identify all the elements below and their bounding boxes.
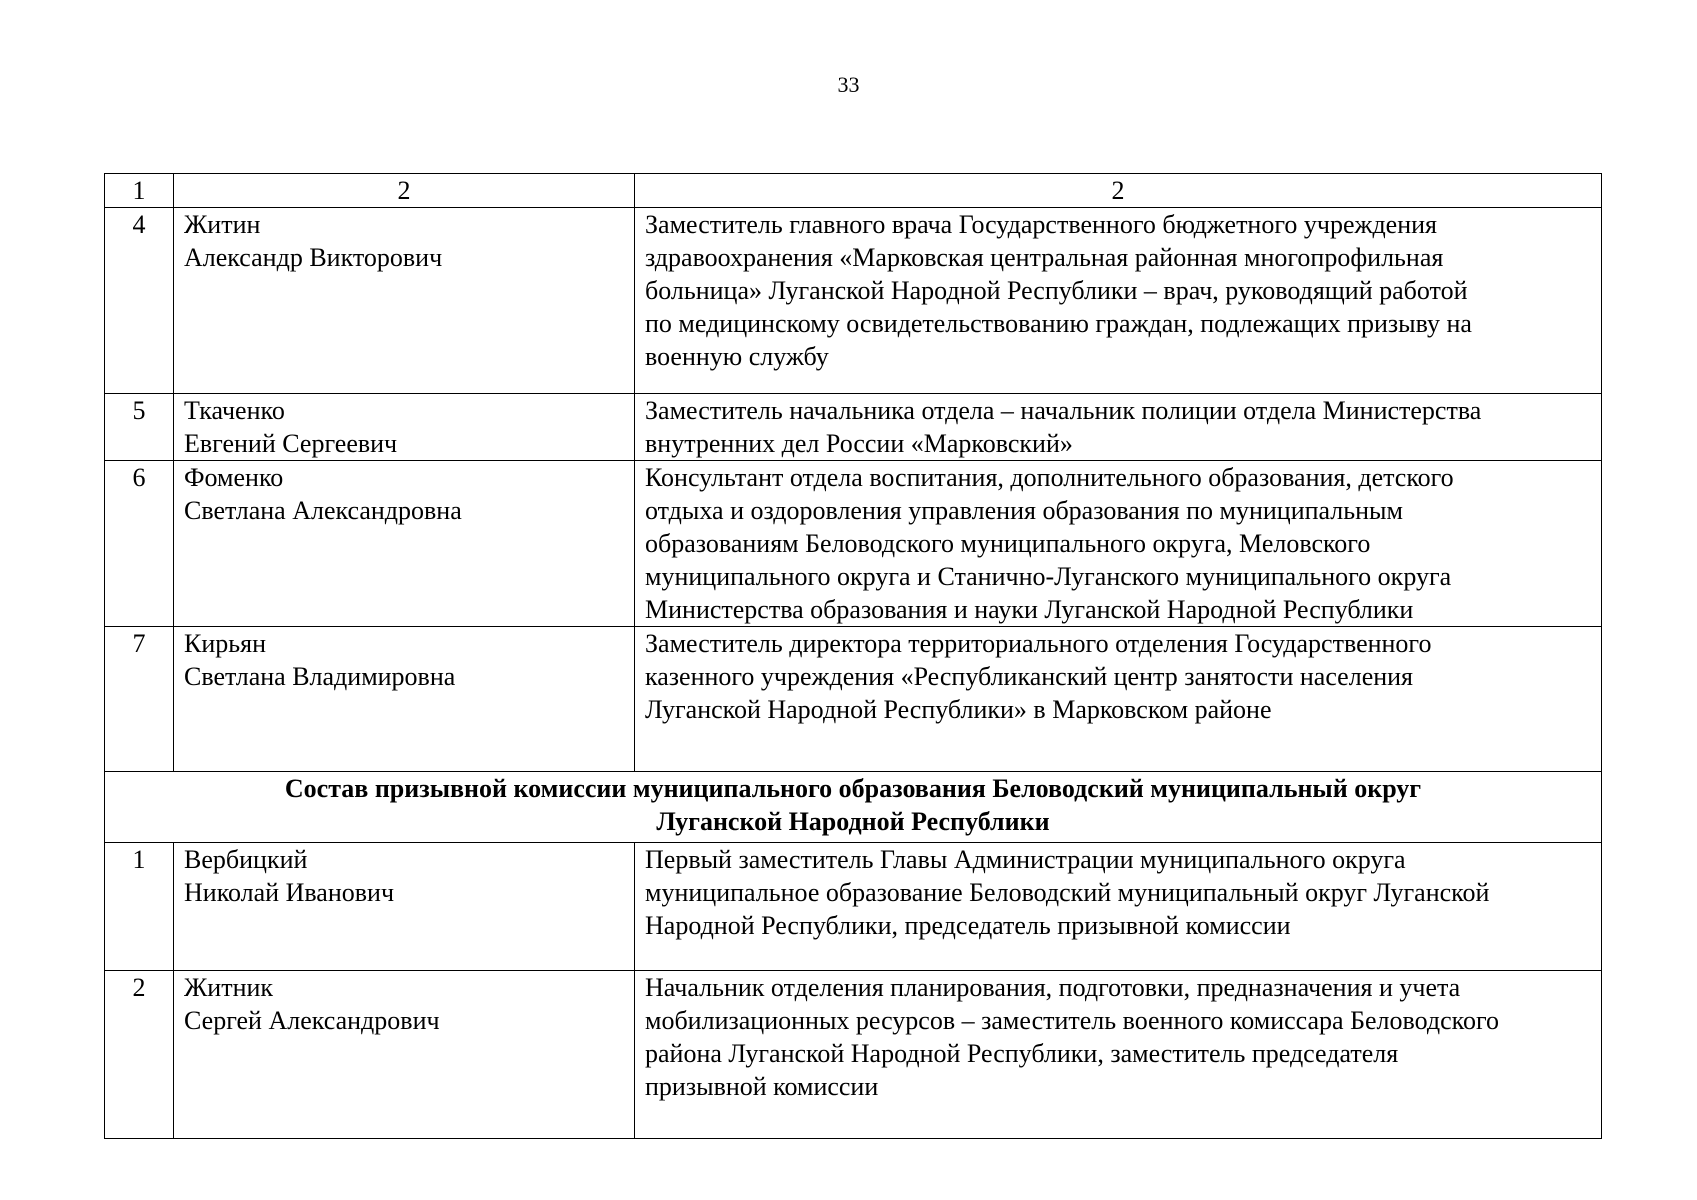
position-line: по медицинскому освидетельствованию граждан, подлежащих призыву на xyxy=(645,309,1472,338)
member-position-cell xyxy=(635,971,1602,1139)
position-line: призывной комиссии xyxy=(645,1072,879,1101)
table-row xyxy=(105,208,1602,394)
row-number: 6 xyxy=(105,461,174,627)
member-surname: Ткаченко xyxy=(184,396,285,425)
position-line: отдыха и оздоровления управления образования по муниципальным xyxy=(645,496,1403,525)
position-line: Первый заместитель Главы Администрации муниципального округа xyxy=(645,845,1406,874)
row-number: 4 xyxy=(105,208,174,394)
member-position-cell xyxy=(635,627,1602,772)
position-line: Народной Республики, председатель призывной комиссии xyxy=(645,911,1291,940)
position-line: мобилизационных ресурсов – заместитель военного комиссара Беловодского xyxy=(645,1006,1499,1035)
position-line: Министерства образования и науки Луганской Народной Республики xyxy=(645,595,1414,624)
member-name-cell xyxy=(174,843,635,971)
position-line: Заместитель главного врача Государственного бюджетного учреждения xyxy=(645,210,1437,239)
header-cell-name: 2 xyxy=(174,174,635,208)
member-name-cell xyxy=(174,971,635,1139)
table-header-row xyxy=(105,174,1602,208)
position-line: казенного учреждения «Республиканский центр занятости населения xyxy=(645,662,1414,691)
table-row xyxy=(105,971,1602,1139)
position-line: муниципальное образование Беловодский муниципальный округ Луганской xyxy=(645,878,1490,907)
member-position-cell xyxy=(635,394,1602,461)
member-name-cell xyxy=(174,394,635,461)
member-given-name: Николай Иванович xyxy=(184,878,395,907)
member-given-name: Сергей Александрович xyxy=(184,1006,440,1035)
table-row xyxy=(105,627,1602,772)
header-cell-number: 1 xyxy=(105,174,174,208)
member-position-cell xyxy=(635,208,1602,394)
member-given-name: Евгений Сергеевич xyxy=(184,429,398,458)
row-number: 5 xyxy=(105,394,174,461)
section-title-row xyxy=(105,772,1602,843)
member-position-cell xyxy=(635,461,1602,627)
table-row xyxy=(105,843,1602,971)
section-title-line: Луганской Народной Республики xyxy=(656,807,1050,836)
position-line: Заместитель начальника отдела – начальник полиции отдела Министерства xyxy=(645,396,1482,425)
position-line: здравоохранения «Марковская центральная районная многопрофильная xyxy=(645,243,1444,272)
row-number: 7 xyxy=(105,627,174,772)
header-cell-position: 2 xyxy=(635,174,1602,208)
position-line: внутренних дел России «Марковский» xyxy=(645,429,1073,458)
member-surname: Житин xyxy=(184,210,261,239)
section-title-line: Состав призывной комиссии муниципального образования Беловодский муниципальный округ xyxy=(284,774,1422,803)
row-number: 1 xyxy=(105,843,174,971)
table-row xyxy=(105,394,1602,461)
position-line: муниципального округа и Станично-Луганского муниципального округа xyxy=(645,562,1452,591)
member-given-name: Александр Викторович xyxy=(184,243,443,272)
position-line: больница» Луганской Народной Республики – врач, руководящий работой xyxy=(645,276,1468,305)
member-name-cell xyxy=(174,627,635,772)
member-name-cell xyxy=(174,461,635,627)
row-number: 2 xyxy=(105,971,174,1139)
member-surname: Кирьян xyxy=(184,629,266,658)
member-position-cell xyxy=(635,843,1602,971)
member-surname: Фоменко xyxy=(184,463,284,492)
position-line: Консультант отдела воспитания, дополнительного образования, детского xyxy=(645,463,1454,492)
member-given-name: Светлана Владимировна xyxy=(184,662,456,691)
page-number: 33 xyxy=(837,72,860,97)
position-line: военную службу xyxy=(645,342,829,371)
position-line: Заместитель директора территориального отделения Государственного xyxy=(645,629,1432,658)
position-line: Начальник отделения планирования, подготовки, предназначения и учета xyxy=(645,973,1461,1002)
member-surname: Житник xyxy=(184,973,274,1002)
position-line: образованиям Беловодского муниципального округа, Меловского xyxy=(645,529,1371,558)
position-line: Луганской Народной Республики» в Марковском районе xyxy=(645,695,1272,724)
member-surname: Вербицкий xyxy=(184,845,308,874)
section-title xyxy=(105,772,1602,843)
commission-table xyxy=(104,173,1602,1139)
table-row xyxy=(105,461,1602,627)
member-name-cell xyxy=(174,208,635,394)
position-line: района Луганской Народной Республики, заместитель председателя xyxy=(645,1039,1399,1068)
member-given-name: Светлана Александровна xyxy=(184,496,462,525)
